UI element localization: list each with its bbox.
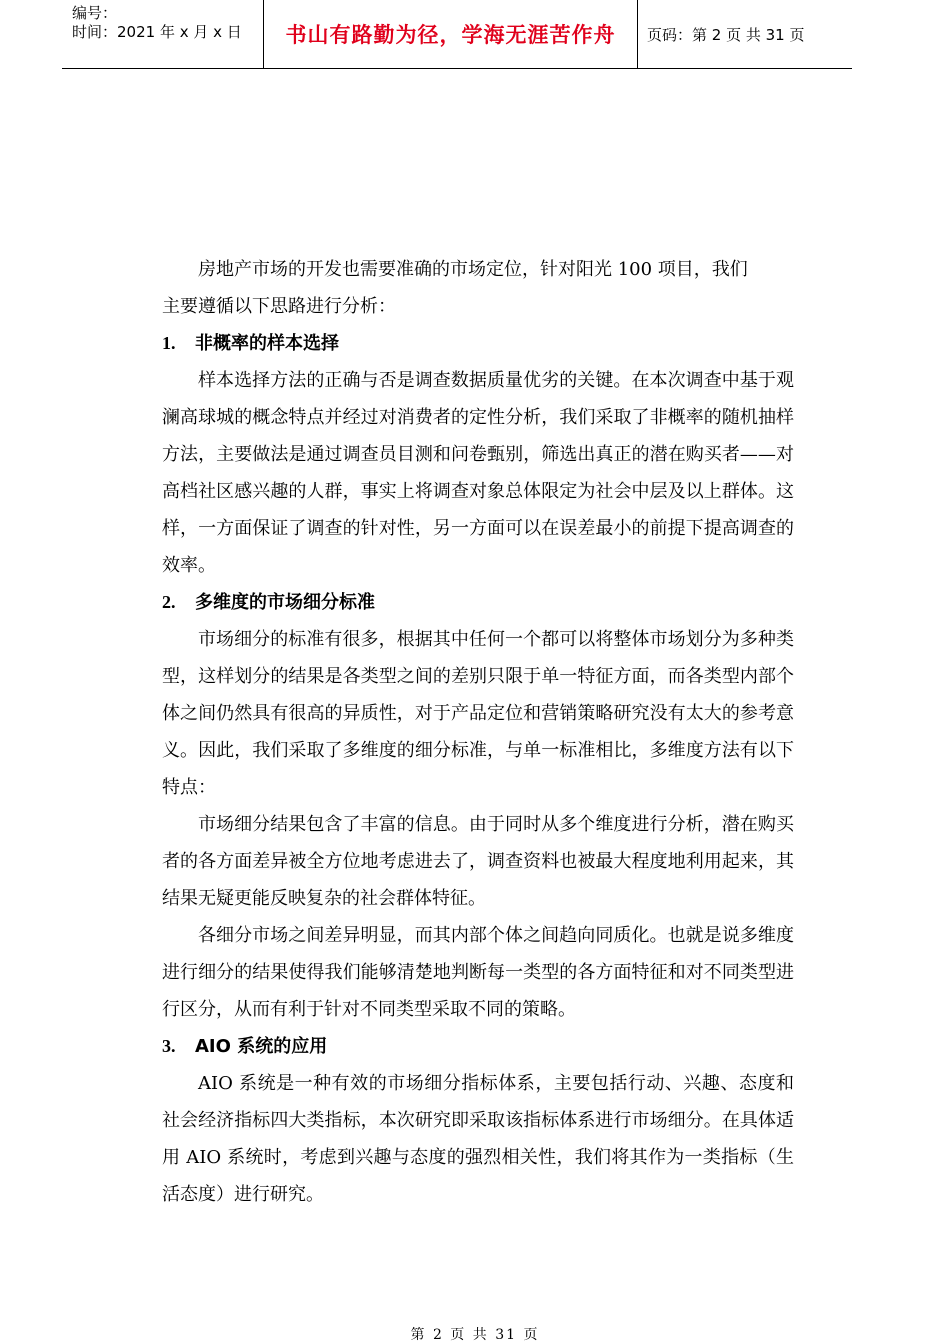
page-code: 页码：第 2 页 共 31 页 [647, 25, 805, 44]
section-3-title: AIO 系统的应用 [195, 1036, 328, 1057]
page-footer: 第 2 页 共 31 页 [410, 1327, 540, 1343]
section-2-number: 2. [162, 592, 176, 612]
header-motto-cell [263, 0, 638, 68]
section-1-heading [162, 325, 794, 362]
intro-line-2: 主要遵循以下思路进行分析： [162, 296, 396, 317]
section-2-paragraph-1: 市场细分的标准有很多，根据其中任何一个都可以将整体市场划分为多种类型，这样划分的结果是各类型之间的差别只限于单一特征方面，而各类型内部个体之间仍然具有很高的异质性，对于产品定位和营销策略研究没有太大的参考意义。因此，我们采取了多维度的细分标准，与单一标准相比，多维度方法有以下特点： [162, 629, 794, 798]
section-3-number: 3. [162, 1036, 176, 1056]
section-1-number: 1. [162, 333, 176, 353]
header-meta [62, 0, 263, 68]
time-label: 时间：2021 年 x 月 x 日 [72, 23, 242, 41]
section-1-paragraph: 样本选择方法的正确与否是调查数据质量优劣的关键。在本次调查中基于观澜高球城的概念特点并经过对消费者的定性分析，我们采取了非概率的随机抽样方法，主要做法是通过调查员目测和问卷甄别，筛选出真正的潜在购买者——对高档社区感兴趣的人群，事实上将调查对象总体限定为社会中层及以上群体。这样，一方面保证了调查的针对性，另一方面可以在误差最小的前提下提高调查的效率。 [162, 370, 794, 576]
section-3-paragraph: AIO 系统是一种有效的市场细分指标体系，主要包括行动、兴趣、态度和社会经济指标四大类指标，本次研究即采取该指标体系进行市场细分。在具体适用 AIO 系统时，考虑到兴趣与态度的强烈相关性，我们将其作为一类指标（生活态度）进行研究。 [162, 1073, 794, 1205]
section-1-title: 非概率的样本选择 [195, 333, 339, 354]
section-3-heading [162, 1028, 794, 1065]
document-body [162, 251, 794, 1213]
section-2-paragraph-2: 市场细分结果包含了丰富的信息。由于同时从多个维度进行分析，潜在购买者的各方面差异被全方位地考虑进去了，调查资料也被最大程度地利用起来，其结果无疑更能反映复杂的社会群体特征。 [162, 814, 794, 909]
section-2-paragraph-3: 各细分市场之间差异明显，而其内部个体之间趋向同质化。也就是说多维度进行细分的结果使得我们能够清楚地判断每一类型的各方面特征和对不同类型进行区分，从而有利于针对不同类型采取不同的策略。 [162, 925, 794, 1020]
section-2-title: 多维度的市场细分标准 [195, 592, 375, 613]
header-page-cell [637, 0, 852, 68]
motto: 书山有路勤为径，学海无涯苦作舟 [285, 23, 616, 47]
section-2-heading [162, 584, 794, 621]
number-label: 编号： [72, 4, 118, 22]
intro-line-1: 房地产市场的开发也需要准确的市场定位，针对阳光 100 项目，我们 [198, 259, 748, 280]
page-header [62, 0, 852, 69]
